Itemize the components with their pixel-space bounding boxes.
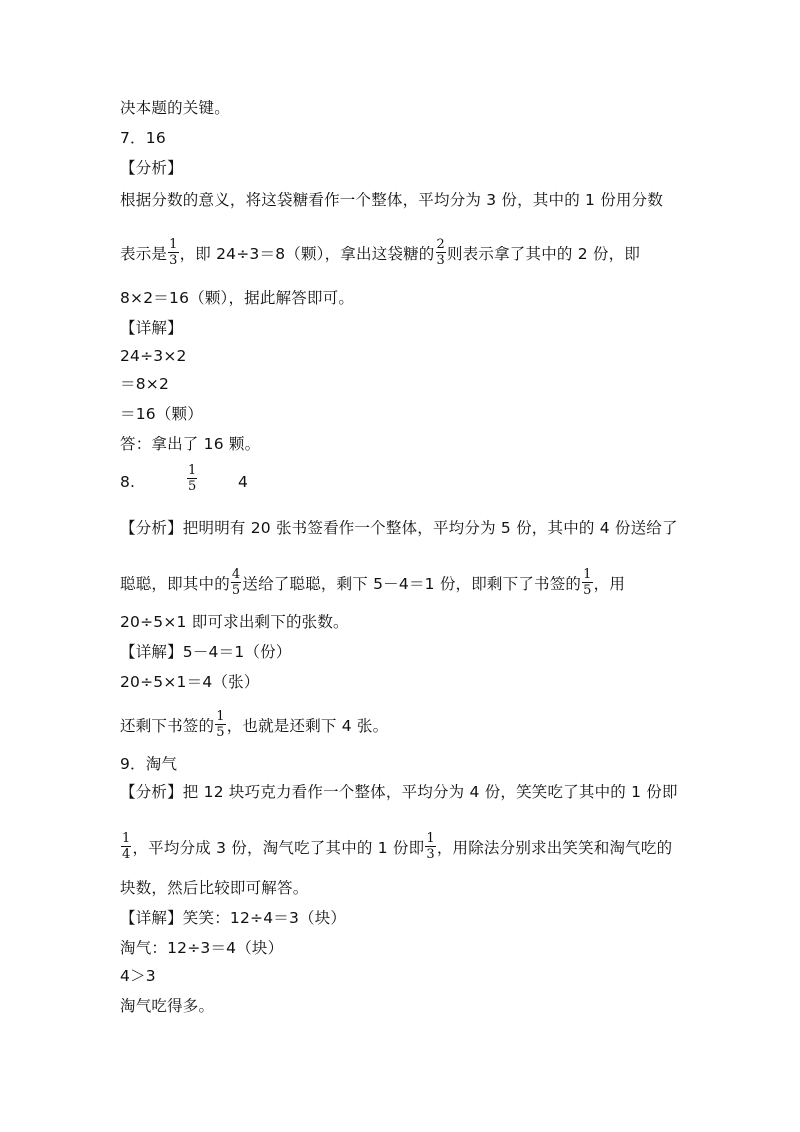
q7-text: 表示是 [120, 245, 168, 263]
q7-detail-1: 24÷3×2 [120, 347, 187, 365]
q9-analysis-line-3: 块数，然后比较即可解答。 [120, 879, 309, 897]
fraction: $\frac{1}{5}$ [583, 567, 592, 598]
q7-text: 则表示拿了其中的 2 份，即 [447, 245, 641, 263]
fraction: $\frac{1}{3}$ [426, 831, 435, 862]
q8-text: 送给了聪聪，剩下 5－4＝1 份，即剩下了书签的 [242, 575, 582, 593]
q8-analysis-line-2 [120, 567, 626, 599]
q9-analysis-line-1: 【分析】把 12 块巧克力看作一个整体，平均分为 4 份，笑笑吃了其中的 1 份即 [120, 783, 678, 801]
q8-text: ，也就是还剩下 4 张。 [226, 717, 389, 735]
line-prev-conclusion: 决本题的关键。 [120, 99, 230, 117]
q8-analysis-line-3: 20÷5×1 即可求出剩下的张数。 [120, 613, 349, 631]
q8-number: 8. [120, 473, 136, 491]
q8-text: 聪聪，即其中的 [120, 575, 230, 593]
q7-analysis-line-3: 8×2＝16（颗），据此解答即可。 [120, 289, 355, 307]
q9-heading: 9．淘气 [120, 755, 178, 773]
q7-analysis-line-1: 根据分数的意义，将这袋糖看作一个整体，平均分为 3 份，其中的 1 份用分数 [120, 191, 664, 209]
q9-text: ，用除法分别求出笑笑和淘气吃的 [436, 839, 673, 857]
q8-detail-2: 20÷5×1＝4（张） [120, 673, 260, 691]
q7-analysis-tag: 【分析】 [120, 159, 183, 177]
q8-detail-3 [120, 709, 389, 741]
q8-heading [120, 463, 249, 494]
q8-answer-2: 4 [238, 473, 249, 491]
q7-detail-3: ＝16（颗） [120, 405, 203, 423]
q9-analysis-line-2 [120, 831, 673, 863]
q7-heading: 7．16 [120, 129, 166, 147]
fraction: $\frac{1}{3}$ [169, 237, 178, 268]
q7-detail-2: ＝8×2 [120, 375, 170, 393]
q9-detail-3: 4＞3 [120, 967, 156, 985]
q9-text: ，平均分成 3 份，淘气吃了其中的 1 份即 [132, 839, 425, 857]
q8-detail-1: 【详解】5－4＝1（份） [120, 643, 292, 661]
q7-detail-tag: 【详解】 [120, 319, 183, 337]
q7-answer: 答：拿出了 16 颗。 [120, 435, 261, 453]
q8-text: ，用 [593, 575, 626, 593]
fraction: $\frac{1}{5}$ [216, 709, 225, 740]
q8-text: 还剩下书签的 [120, 717, 215, 735]
q9-detail-1: 【详解】笑笑：12÷4＝3（块） [120, 909, 347, 927]
fraction: $\frac{2}{3}$ [436, 237, 445, 268]
fraction: $\frac{4}{5}$ [231, 567, 241, 598]
q7-text: ，即 24÷3＝8（颗），拿出这袋糖的 [179, 245, 435, 263]
q9-answer: 淘气吃得多。 [120, 997, 215, 1015]
fraction: $\frac{1}{4}$ [122, 831, 131, 862]
q7-analysis-line-2 [120, 237, 641, 269]
fraction: 1 5 [188, 463, 197, 494]
q8-analysis-line-1: 【分析】把明明有 20 张书签看作一个整体，平均分为 5 份，其中的 4 份送给了 [120, 519, 678, 537]
q9-detail-2: 淘气：12÷3＝4（块） [120, 939, 284, 957]
